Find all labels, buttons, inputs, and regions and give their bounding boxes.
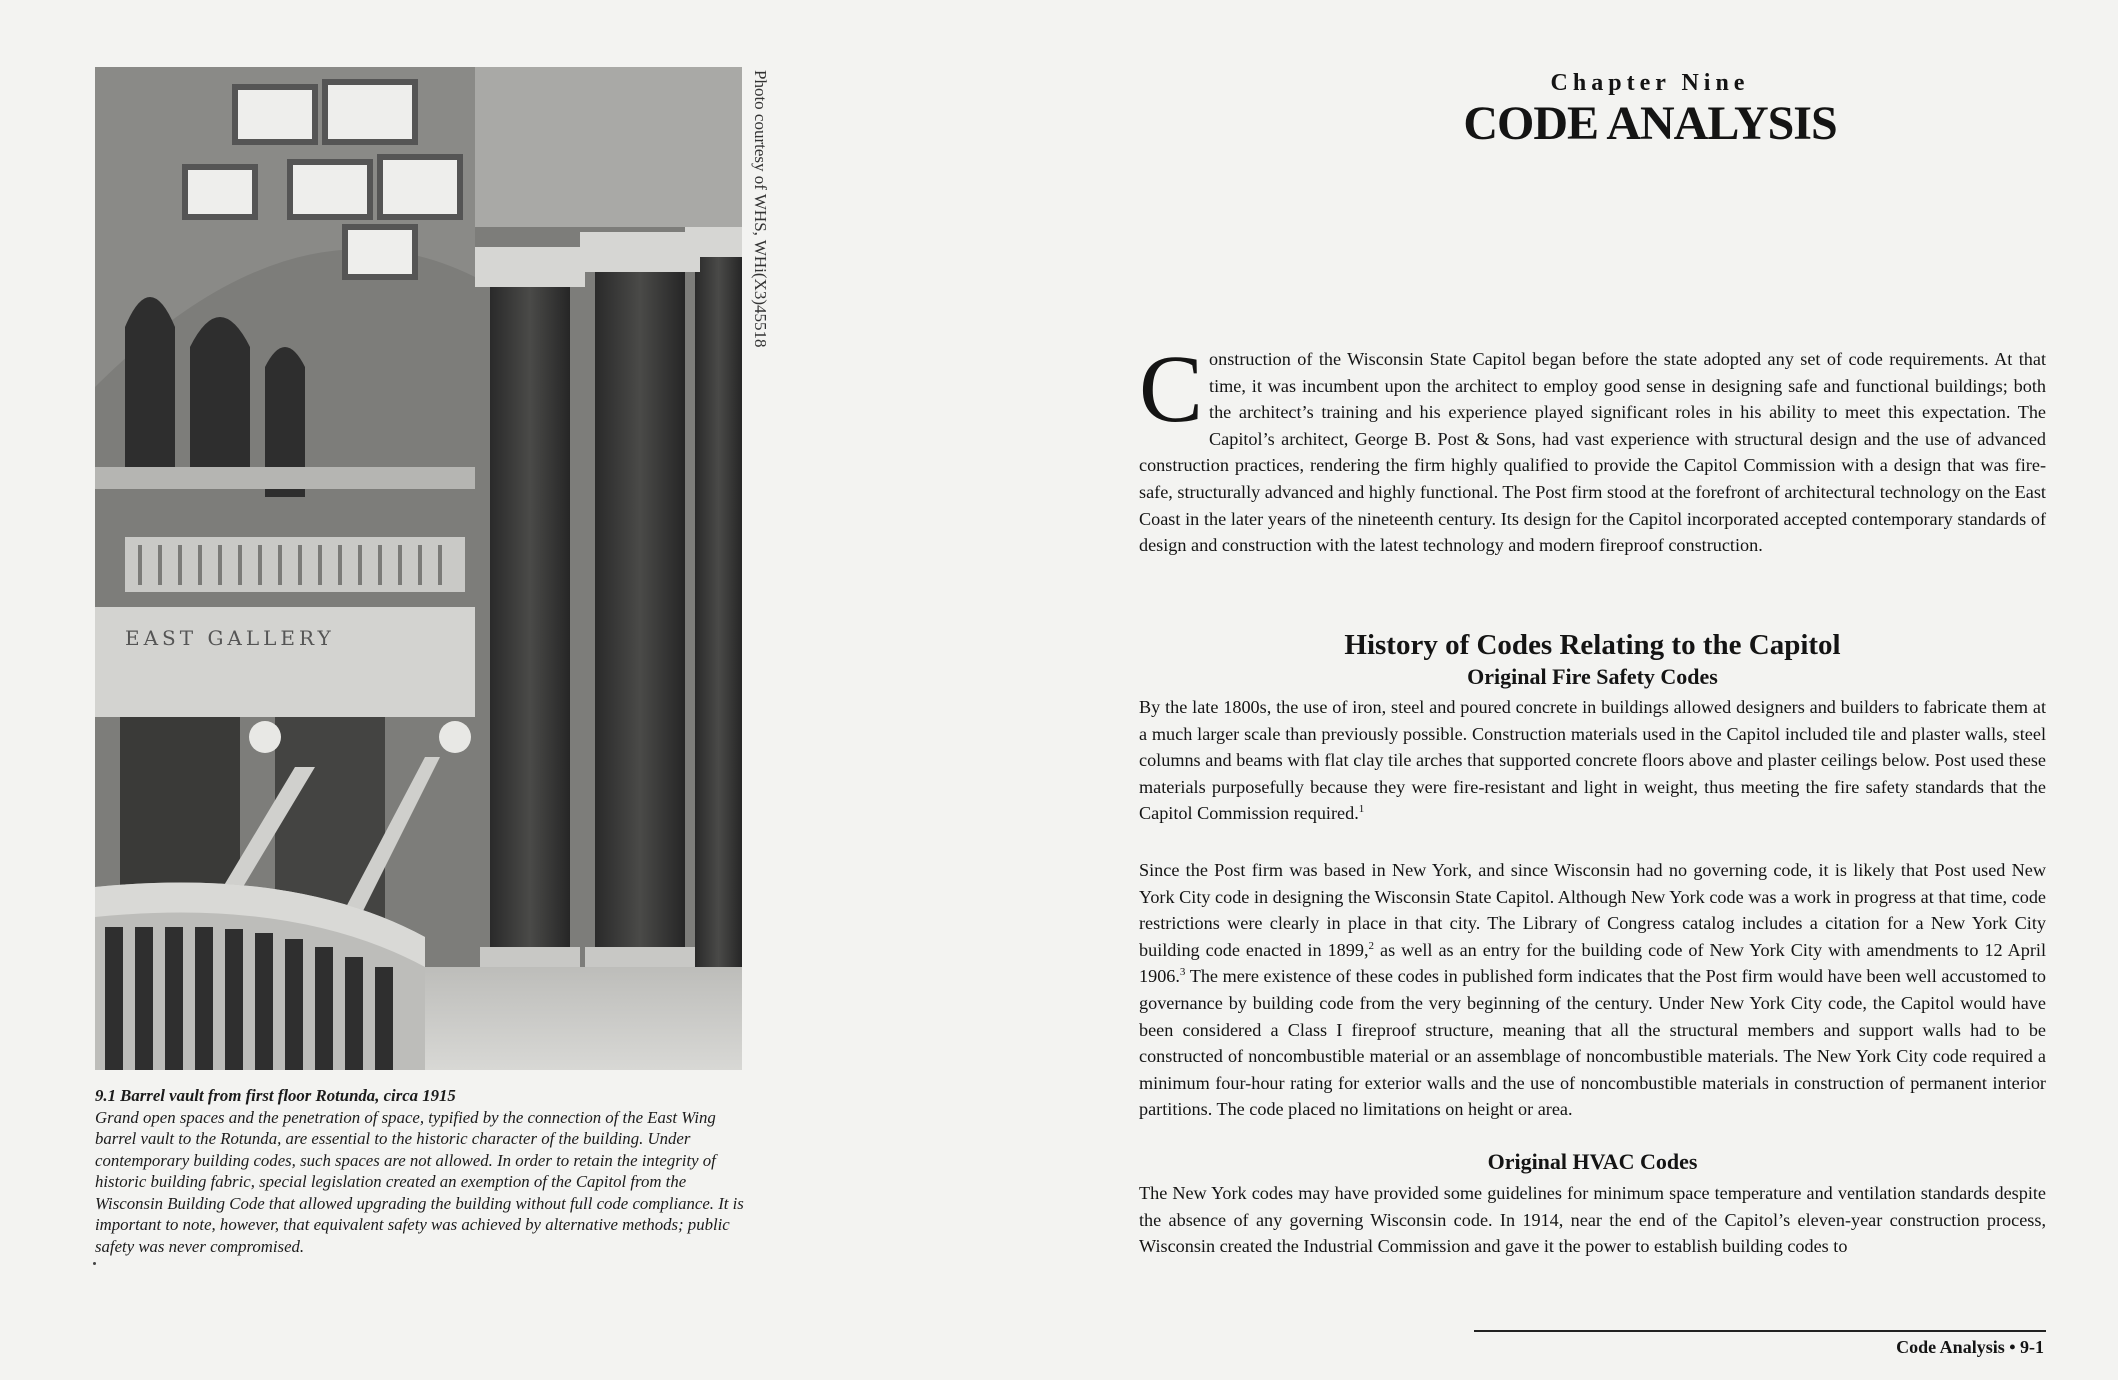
intro-paragraph	[1139, 335, 2046, 559]
east-gallery-sign: EAST GALLERY	[125, 626, 335, 650]
caption-body: Grand open spaces and the penetration of space, typified by the connection of the East Wing barrel vault to the Rotunda, are essential to the historic character of the building. Under contemporary building codes, such spaces are not allowed. In order to retain the integrity of historic building fabric, special legislation created an exemption of the Capitol from the Wisconsin Building Code that allowed upgrading the building without full code compliance. It is important to note, however, that equivalent safety was achieved by alternative methods; public safety was never compromised.	[95, 1107, 744, 1256]
footer-rule	[1474, 1330, 2046, 1332]
stray-mark	[93, 1262, 96, 1265]
fire-codes-paragraph	[1139, 694, 2046, 827]
footnote-ref-2[interactable]: 2	[1368, 939, 1375, 952]
photo-caption	[95, 1085, 755, 1257]
fire-codes-heading: Original Fire Safety Codes	[1467, 664, 1718, 689]
fire-codes-text: By the late 1800s, the use of iron, steel and poured concrete in buildings allowed designers and builders to fabricate them at a much larger scale than previously possible. Construction materials used in the Capitol included tile and plaster walls, steel columns and beams with flat clay tile arches that supported concrete floors above and plaster ceilings below. Post used these materials purposefully because they were fire-resistant and light in weight, thus meeting the fire safety standards that the Capitol Commission required.	[1139, 697, 2046, 824]
rotunda-photo	[95, 67, 742, 1070]
photo-credit: Photo courtesy of WHS, WHi(X3)45518	[751, 70, 770, 348]
drop-cap: C	[1139, 335, 1204, 442]
section-heading: History of Codes Relating to the Capitol	[1344, 629, 1841, 661]
hvac-paragraph	[1139, 1180, 2046, 1260]
chapter-title: CODE ANALYSIS	[1463, 97, 1837, 150]
new-york-code-paragraph	[1139, 857, 2046, 1123]
footnote-ref-3[interactable]: 3	[1179, 966, 1186, 979]
ny-text-b: as well as an entry for the building code of New York City with amendments to 12 April 1906.	[1139, 939, 2047, 987]
footnote-ref-1[interactable]: 1	[1358, 803, 1365, 816]
hvac-codes-heading: Original HVAC Codes	[1487, 1149, 1698, 1174]
chapter-label: Chapter Nine	[1550, 70, 1750, 96]
hvac-text: The New York codes may have provided some guidelines for minimum space temperature and ventilation standards despite the absence of any governing Wisconsin code. In 1914, near the end of the Capitol’s eleven-year construction process, Wisconsin created the Industrial Commission and gave it the power to establish building codes to	[1139, 1183, 2046, 1257]
intro-text: onstruction of the Wisconsin State Capitol began before the state adopted any set of code requirements. At that time, it was incumbent upon the architect to employ good sense in designing safe and functional buildings; both the architect’s training and his experience played significant roles in his ability to meet this expectation. The Capitol’s architect, George B. Post & Sons, had vast experience with structural design and the use of advanced construction practices, rendering the firm highly qualified to provide the Capitol Commission with a design that was fire-safe, structurally advanced and highly functional. The Post firm stood at the forefront of architectural technology on the East Coast in the later years of the nineteenth century. Its design for the Capitol incorporated accepted contemporary standards of design and construction with the latest technology and modern fireproof construction.	[1139, 349, 2046, 556]
page-footer: Code Analysis • 9-1	[1896, 1337, 2044, 1357]
ny-text-a: Since the Post firm was based in New York, and since Wisconsin had no governing code, it is likely that Post used New York City code in designing the Wisconsin State Capitol. Although New York code was a work in progress at that time, code restrictions were clearly in place in that city. The Library of Congress catalog includes a citation for a New York City building code enacted in 1899,	[1139, 860, 2046, 960]
ny-text-c: The mere existence of these codes in published form indicates that the Post firm would have been well accustomed to governance by building code from the very beginning of the century. Under New York City code, the Capitol would have been considered a Class I fireproof structure, meaning that all the structural members and support walls had to be constructed of noncombustible material or an assemblage of noncombustible materials. The New York City code required a minimum four-hour rating for exterior walls and the use of noncombustible materials in construction of permanent interior partitions. The code placed no limitations on height or area.	[1139, 966, 2046, 1120]
caption-title: 9.1 Barrel vault from first floor Rotunda, circa 1915	[95, 1086, 456, 1105]
